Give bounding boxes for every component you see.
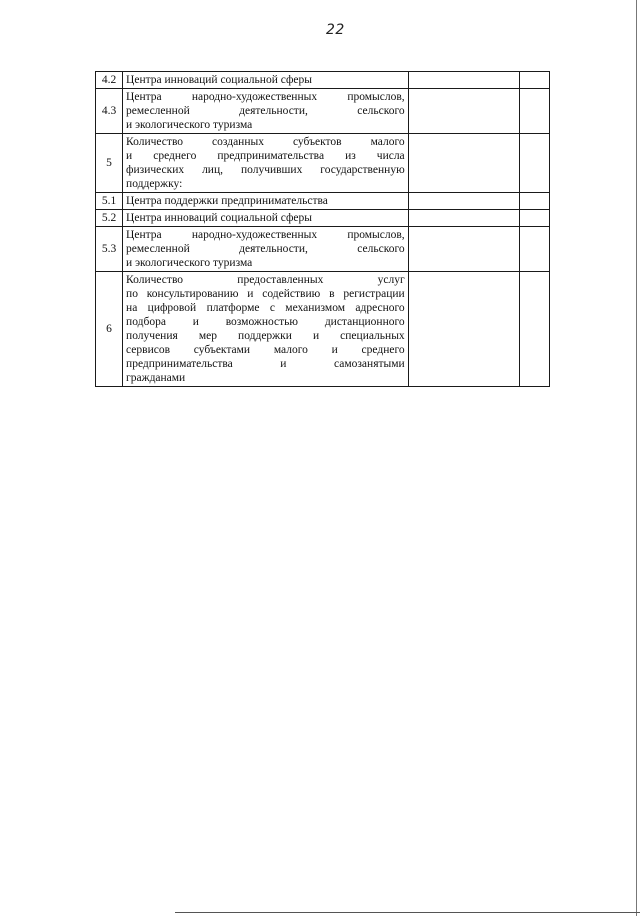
value-cell-a	[408, 272, 519, 387]
indicators-table	[95, 71, 550, 387]
value-cell-b	[519, 272, 549, 387]
row-number: 4.3	[96, 89, 123, 134]
description-line: предпринимательства и самозанятыми	[126, 358, 405, 370]
description-line: и экологического туризма	[126, 119, 253, 131]
row-description	[123, 134, 409, 193]
row-description	[123, 72, 409, 89]
description-line: по консультированию и содействию в регистрации	[126, 288, 405, 300]
value-cell-a	[408, 193, 519, 210]
description-line: гражданами	[126, 372, 186, 384]
description-line: получения мер поддержки и специальных	[126, 330, 405, 342]
description-line: ремесленной деятельности, сельского	[126, 243, 405, 255]
table-row	[96, 89, 550, 134]
value-cell-b	[519, 72, 549, 89]
value-cell-b	[519, 193, 549, 210]
row-number: 5.2	[96, 210, 123, 227]
value-cell-b	[519, 210, 549, 227]
description-line: и экологического туризма	[126, 257, 253, 269]
description-line: физических лиц, получивших государственную	[126, 164, 405, 176]
scan-edge-bottom	[175, 912, 640, 913]
page-number: 22	[326, 22, 345, 38]
description-line: Центра народно-художественных промыслов,	[126, 91, 405, 103]
table-row	[96, 72, 550, 89]
row-number: 5.3	[96, 227, 123, 272]
table-body	[96, 72, 550, 387]
row-number: 5	[96, 134, 123, 193]
description-line: Центра народно-художественных промыслов,	[126, 229, 405, 241]
row-description	[123, 89, 409, 134]
value-cell-b	[519, 89, 549, 134]
description-line: Центра поддержки предпринимательства	[126, 195, 328, 207]
table-row	[96, 134, 550, 193]
row-description	[123, 272, 409, 387]
description-line: и среднего предпринимательства из числа	[126, 150, 405, 162]
description-line: Количество созданных субъектов малого	[126, 136, 405, 148]
description-line: на цифровой платформе с механизмом адресного	[126, 302, 405, 314]
description-line: сервисов субъектами малого и среднего	[126, 344, 405, 356]
table-row	[96, 272, 550, 387]
description-line: ремесленной деятельности, сельского	[126, 105, 405, 117]
row-number: 5.1	[96, 193, 123, 210]
value-cell-a	[408, 227, 519, 272]
row-description	[123, 227, 409, 272]
value-cell-a	[408, 89, 519, 134]
description-line: поддержку:	[126, 178, 183, 190]
description-line: Количество предоставленных услуг	[126, 274, 405, 286]
table-row	[96, 210, 550, 227]
table-row	[96, 227, 550, 272]
row-description	[123, 193, 409, 210]
value-cell-b	[519, 227, 549, 272]
description-line: Центра инноваций социальной сферы	[126, 212, 313, 224]
row-number: 6	[96, 272, 123, 387]
description-line: Центра инноваций социальной сферы	[126, 74, 313, 86]
description-line: подбора и возможностью дистанционного	[126, 316, 405, 328]
value-cell-a	[408, 210, 519, 227]
value-cell-a	[408, 134, 519, 193]
value-cell-a	[408, 72, 519, 89]
value-cell-b	[519, 134, 549, 193]
row-description	[123, 210, 409, 227]
scan-edge-right	[636, 0, 637, 916]
table-row	[96, 193, 550, 210]
row-number: 4.2	[96, 72, 123, 89]
